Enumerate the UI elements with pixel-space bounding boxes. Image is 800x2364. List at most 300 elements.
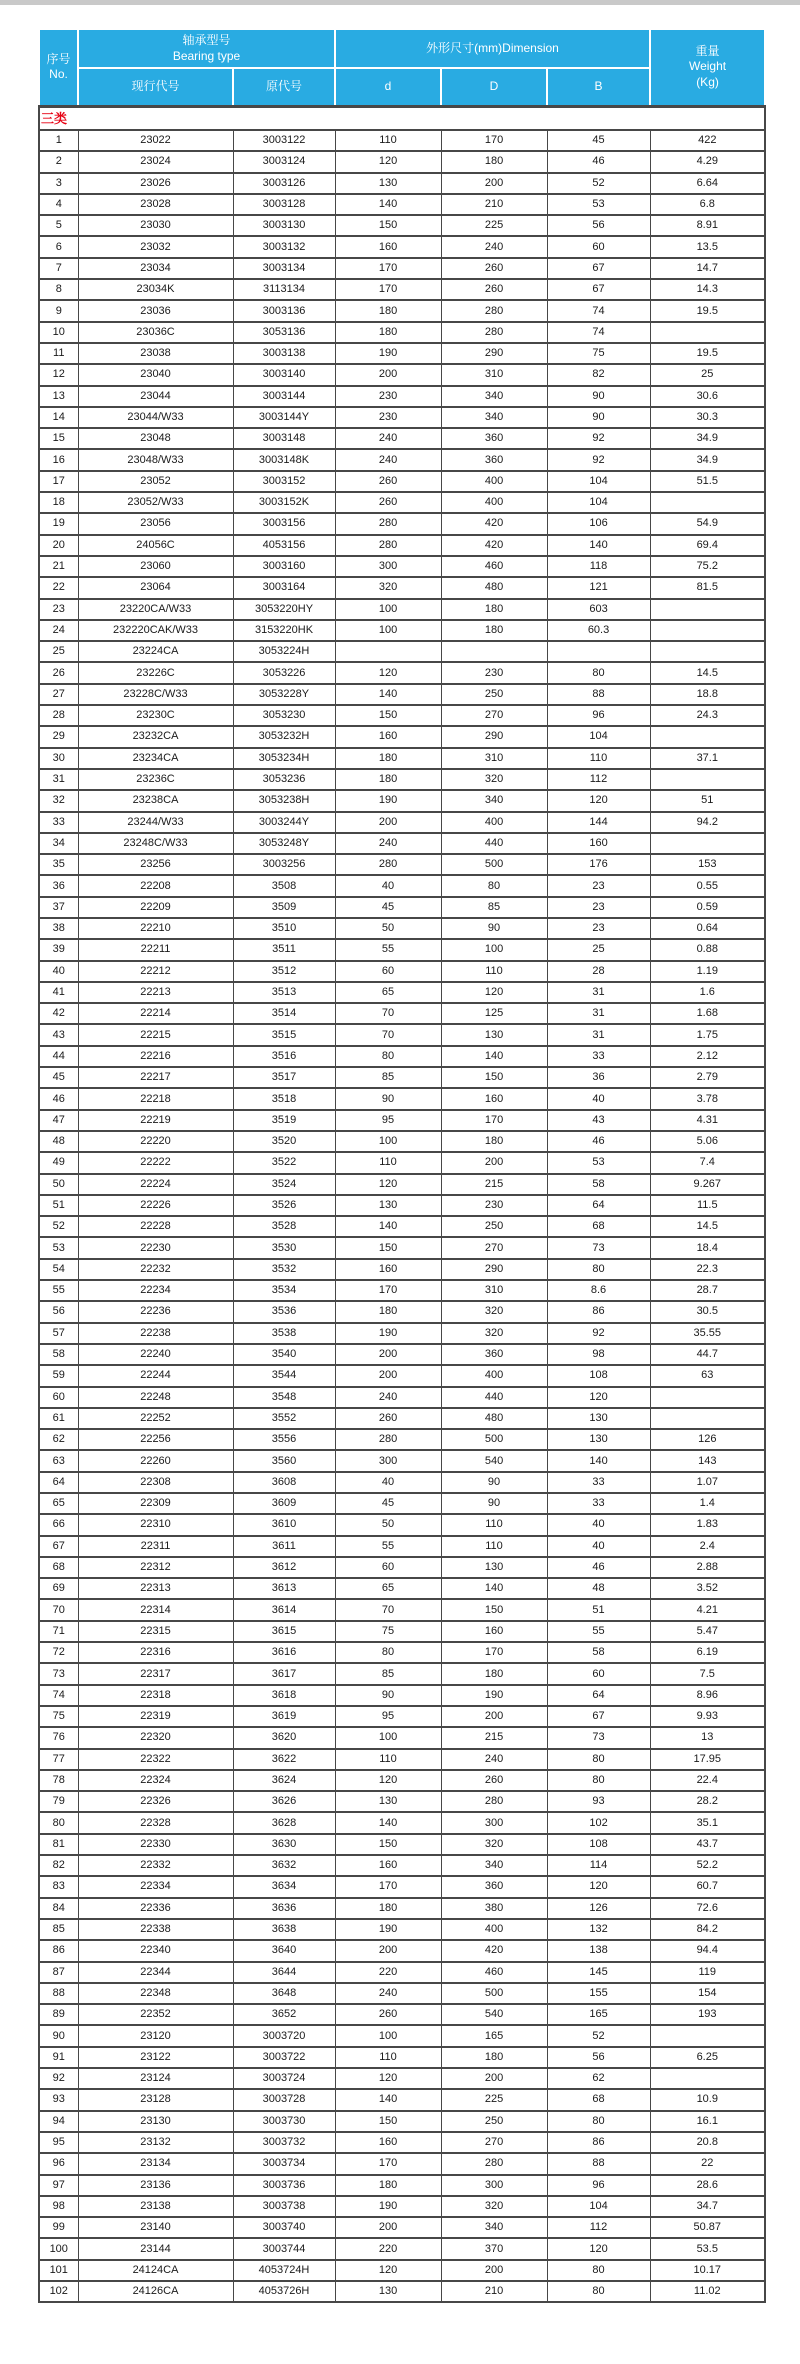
- cell-D: 120: [441, 982, 547, 1003]
- cell-weight: 9.267: [650, 1174, 765, 1195]
- cell-no: 22: [39, 577, 78, 598]
- cell-current-code: 23060: [78, 556, 233, 577]
- cell-D: 310: [441, 1280, 547, 1301]
- cell-current-code: 23144: [78, 2238, 233, 2259]
- cell-current-code: 23034K: [78, 279, 233, 300]
- cell-no: 82: [39, 1855, 78, 1876]
- cell-D: 200: [441, 1152, 547, 1173]
- page-top-strip: [0, 0, 800, 5]
- cell-weight: [650, 1387, 765, 1408]
- cell-weight: 52.2: [650, 1855, 765, 1876]
- table-row: [39, 1621, 765, 1642]
- cell-d: 130: [335, 2281, 441, 2302]
- cell-no: 2: [39, 151, 78, 172]
- table-row: [39, 386, 765, 407]
- table-row: [39, 790, 765, 811]
- cell-d: 220: [335, 1962, 441, 1983]
- cell-D: 460: [441, 1962, 547, 1983]
- cell-original-code: 3003744: [233, 2238, 335, 2259]
- cell-weight: 81.5: [650, 577, 765, 598]
- col-header-dimension-label: 外形尺寸(mm)Dimension: [426, 40, 559, 55]
- cell-original-code: 3552: [233, 1408, 335, 1429]
- table-row: [39, 1557, 765, 1578]
- cell-current-code: 23138: [78, 2196, 233, 2217]
- cell-original-code: 3053234H: [233, 748, 335, 769]
- cell-no: 91: [39, 2047, 78, 2068]
- cell-B: 68: [547, 1216, 650, 1237]
- cell-D: 400: [441, 1919, 547, 1940]
- cell-d: 100: [335, 1131, 441, 1152]
- cell-current-code: 22211: [78, 939, 233, 960]
- cell-original-code: 3003144: [233, 386, 335, 407]
- cell-no: 3: [39, 173, 78, 194]
- cell-original-code: 3003728: [233, 2089, 335, 2110]
- cell-d: 180: [335, 748, 441, 769]
- cell-D: 240: [441, 1749, 547, 1770]
- cell-current-code: 23052: [78, 471, 233, 492]
- cell-original-code: 3003136: [233, 300, 335, 321]
- cell-no: 98: [39, 2196, 78, 2217]
- cell-no: 88: [39, 1983, 78, 2004]
- cell-B: 120: [547, 1876, 650, 1897]
- cell-d: 85: [335, 1663, 441, 1684]
- cell-D: 270: [441, 2132, 547, 2153]
- cell-d: 200: [335, 1344, 441, 1365]
- cell-d: 190: [335, 1919, 441, 1940]
- cell-B: 98: [547, 1344, 650, 1365]
- cell-B: 144: [547, 812, 650, 833]
- cell-weight: 2.4: [650, 1536, 765, 1557]
- cell-B: 96: [547, 2175, 650, 2196]
- cell-weight: 14.5: [650, 1216, 765, 1237]
- cell-D: 90: [441, 1472, 547, 1493]
- cell-weight: 1.75: [650, 1024, 765, 1045]
- table-row: [39, 1280, 765, 1301]
- cell-B: 130: [547, 1429, 650, 1450]
- cell-no: 90: [39, 2025, 78, 2046]
- cell-original-code: 3538: [233, 1323, 335, 1344]
- table-row: [39, 343, 765, 364]
- table-row: [39, 1663, 765, 1684]
- cell-d: 280: [335, 1429, 441, 1450]
- cell-original-code: 3053230: [233, 705, 335, 726]
- cell-current-code: 22334: [78, 1876, 233, 1897]
- cell-B: 67: [547, 258, 650, 279]
- table-row: [39, 705, 765, 726]
- cell-current-code: 23036: [78, 300, 233, 321]
- cell-d: 55: [335, 1536, 441, 1557]
- cell-weight: 54.9: [650, 513, 765, 534]
- cell-B: 80: [547, 1749, 650, 1770]
- cell-weight: 18.4: [650, 1237, 765, 1258]
- table-row: [39, 130, 765, 151]
- cell-current-code: 24124CA: [78, 2260, 233, 2281]
- table-row: [39, 1685, 765, 1706]
- cell-B: 60: [547, 236, 650, 257]
- cell-d: 190: [335, 343, 441, 364]
- cell-current-code: 23230C: [78, 705, 233, 726]
- cell-D: 80: [441, 875, 547, 896]
- cell-current-code: 22217: [78, 1067, 233, 1088]
- cell-B: 31: [547, 1003, 650, 1024]
- cell-current-code: 23056: [78, 513, 233, 534]
- cell-no: 25: [39, 641, 78, 662]
- cell-D: 180: [441, 2047, 547, 2068]
- cell-B: 160: [547, 833, 650, 854]
- cell-no: 73: [39, 1663, 78, 1684]
- table-row: [39, 641, 765, 662]
- table-row: [39, 300, 765, 321]
- cell-D: 540: [441, 1450, 547, 1471]
- cell-D: 215: [441, 1727, 547, 1748]
- cell-current-code: 23220CA/W33: [78, 599, 233, 620]
- cell-current-code: 24126CA: [78, 2281, 233, 2302]
- cell-d: 120: [335, 662, 441, 683]
- bearing-table: [38, 28, 766, 2303]
- cell-no: 60: [39, 1387, 78, 1408]
- cell-original-code: 3534: [233, 1280, 335, 1301]
- cell-D: 290: [441, 726, 547, 747]
- cell-original-code: 3003164: [233, 577, 335, 598]
- cell-no: 80: [39, 1812, 78, 1833]
- cell-weight: [650, 322, 765, 343]
- cell-weight: 3.52: [650, 1578, 765, 1599]
- cell-d: 85: [335, 1067, 441, 1088]
- cell-original-code: 3053228Y: [233, 684, 335, 705]
- cell-B: 108: [547, 1834, 650, 1855]
- table-row: [39, 2217, 765, 2238]
- cell-current-code: 23140: [78, 2217, 233, 2238]
- cell-B: 112: [547, 769, 650, 790]
- cell-B: 8.6: [547, 1280, 650, 1301]
- cell-d: 50: [335, 918, 441, 939]
- cell-current-code: 23226C: [78, 662, 233, 683]
- cell-d: 300: [335, 556, 441, 577]
- cell-d: 95: [335, 1110, 441, 1131]
- table-row: [39, 1067, 765, 1088]
- cell-D: 170: [441, 1110, 547, 1131]
- cell-d: 170: [335, 258, 441, 279]
- cell-current-code: 22326: [78, 1791, 233, 1812]
- cell-original-code: 3003144Y: [233, 407, 335, 428]
- cell-D: 230: [441, 662, 547, 683]
- cell-D: 180: [441, 1131, 547, 1152]
- cell-d: 260: [335, 2004, 441, 2025]
- cell-weight: 75.2: [650, 556, 765, 577]
- cell-B: 104: [547, 492, 650, 513]
- table-row: [39, 2196, 765, 2217]
- cell-weight: [650, 769, 765, 790]
- cell-B: 46: [547, 151, 650, 172]
- cell-B: 176: [547, 854, 650, 875]
- cell-no: 50: [39, 1174, 78, 1195]
- cell-d: 170: [335, 279, 441, 300]
- cell-weight: 24.3: [650, 705, 765, 726]
- cell-weight: [650, 599, 765, 620]
- cell-B: 96: [547, 705, 650, 726]
- cell-d: 45: [335, 1493, 441, 1514]
- cell-d: 150: [335, 215, 441, 236]
- cell-d: 220: [335, 2238, 441, 2259]
- cell-current-code: 22248: [78, 1387, 233, 1408]
- table-row: [39, 1706, 765, 1727]
- cell-current-code: 22216: [78, 1046, 233, 1067]
- cell-D: 200: [441, 1706, 547, 1727]
- cell-original-code: 3612: [233, 1557, 335, 1578]
- cell-current-code: 22219: [78, 1110, 233, 1131]
- table-row: [39, 918, 765, 939]
- cell-d: 200: [335, 364, 441, 385]
- cell-D: 320: [441, 1323, 547, 1344]
- cell-original-code: 3610: [233, 1514, 335, 1535]
- cell-D: 250: [441, 684, 547, 705]
- cell-original-code: 3638: [233, 1919, 335, 1940]
- table-row: [39, 1237, 765, 1258]
- cell-D: 300: [441, 2175, 547, 2196]
- cell-weight: 44.7: [650, 1344, 765, 1365]
- cell-current-code: 23044/W33: [78, 407, 233, 428]
- cell-weight: 6.64: [650, 173, 765, 194]
- table-row: [39, 684, 765, 705]
- cell-weight: 94.4: [650, 1940, 765, 1961]
- cell-d: 110: [335, 130, 441, 151]
- table-row: [39, 2089, 765, 2110]
- table-row: [39, 364, 765, 385]
- cell-original-code: 3608: [233, 1472, 335, 1493]
- cell-B: 121: [547, 577, 650, 598]
- cell-original-code: 3003128: [233, 194, 335, 215]
- cell-original-code: 3003140: [233, 364, 335, 385]
- cell-weight: 7.5: [650, 1663, 765, 1684]
- cell-D: 180: [441, 151, 547, 172]
- cell-original-code: 3618: [233, 1685, 335, 1706]
- cell-current-code: 22228: [78, 1216, 233, 1237]
- cell-B: 55: [547, 1621, 650, 1642]
- cell-B: 64: [547, 1685, 650, 1706]
- table-row: [39, 897, 765, 918]
- cell-D: 90: [441, 1493, 547, 1514]
- cell-original-code: 3536: [233, 1301, 335, 1322]
- cell-weight: 1.07: [650, 1472, 765, 1493]
- cell-no: 33: [39, 812, 78, 833]
- cell-B: 80: [547, 662, 650, 683]
- table-row: [39, 1940, 765, 1961]
- cell-d: 140: [335, 1812, 441, 1833]
- cell-no: 66: [39, 1514, 78, 1535]
- cell-B: 108: [547, 1365, 650, 1386]
- cell-weight: 19.5: [650, 343, 765, 364]
- cell-D: 340: [441, 790, 547, 811]
- table-row: [39, 875, 765, 896]
- col-header-weight-en: Weight: [688, 59, 727, 74]
- cell-B: 145: [547, 1962, 650, 1983]
- cell-no: 54: [39, 1259, 78, 1280]
- cell-no: 18: [39, 492, 78, 513]
- table-row: [39, 833, 765, 854]
- cell-d: 45: [335, 897, 441, 918]
- cell-no: 85: [39, 1919, 78, 1940]
- cell-weight: [650, 2025, 765, 2046]
- table-row: [39, 854, 765, 875]
- cell-D: 360: [441, 1344, 547, 1365]
- cell-d: 230: [335, 386, 441, 407]
- cell-d: 180: [335, 769, 441, 790]
- cell-weight: 154: [650, 1983, 765, 2004]
- cell-weight: 143: [650, 1450, 765, 1471]
- cell-current-code: 22220: [78, 1131, 233, 1152]
- cell-d: 100: [335, 599, 441, 620]
- table-row: [39, 577, 765, 598]
- cell-d: 140: [335, 194, 441, 215]
- cell-d: 150: [335, 2111, 441, 2132]
- cell-D: 310: [441, 748, 547, 769]
- table-row: [39, 556, 765, 577]
- cell-current-code: 23224CA: [78, 641, 233, 662]
- cell-current-code: 23034: [78, 258, 233, 279]
- cell-D: 160: [441, 1088, 547, 1109]
- cell-B: 58: [547, 1174, 650, 1195]
- cell-current-code: 23136: [78, 2175, 233, 2196]
- cell-original-code: 3648: [233, 1983, 335, 2004]
- table-row: [39, 236, 765, 257]
- cell-original-code: 3630: [233, 1834, 335, 1855]
- col-header-d: d: [335, 68, 441, 106]
- cell-original-code: 3526: [233, 1195, 335, 1216]
- cell-d: 150: [335, 1834, 441, 1855]
- table-row: [39, 1599, 765, 1620]
- cell-B: 40: [547, 1514, 650, 1535]
- table-row: [39, 1259, 765, 1280]
- cell-current-code: 22338: [78, 1919, 233, 1940]
- table-row: [39, 1429, 765, 1450]
- cell-D: 360: [441, 428, 547, 449]
- cell-weight: 51.5: [650, 471, 765, 492]
- cell-D: 440: [441, 1387, 547, 1408]
- cell-D: 280: [441, 1791, 547, 1812]
- cell-weight: 22: [650, 2153, 765, 2174]
- cell-weight: 193: [650, 2004, 765, 2025]
- cell-B: 67: [547, 1706, 650, 1727]
- cell-no: 58: [39, 1344, 78, 1365]
- cell-B: 43: [547, 1110, 650, 1131]
- cell-weight: 53.5: [650, 2238, 765, 2259]
- cell-d: 150: [335, 705, 441, 726]
- cell-B: 603: [547, 599, 650, 620]
- cell-no: 28: [39, 705, 78, 726]
- cell-no: 14: [39, 407, 78, 428]
- cell-D: 500: [441, 1429, 547, 1450]
- cell-no: 94: [39, 2111, 78, 2132]
- cell-current-code: 22310: [78, 1514, 233, 1535]
- cell-no: 34: [39, 833, 78, 854]
- cell-d: 240: [335, 833, 441, 854]
- cell-original-code: 3003256: [233, 854, 335, 875]
- cell-original-code: 3556: [233, 1429, 335, 1450]
- cell-current-code: 22230: [78, 1237, 233, 1258]
- cell-current-code: 23024: [78, 151, 233, 172]
- cell-d: 120: [335, 2068, 441, 2089]
- cell-d: 180: [335, 300, 441, 321]
- cell-weight: 1.83: [650, 1514, 765, 1535]
- cell-D: 140: [441, 1578, 547, 1599]
- cell-no: 45: [39, 1067, 78, 1088]
- cell-current-code: 22209: [78, 897, 233, 918]
- cell-weight: 30.6: [650, 386, 765, 407]
- cell-current-code: 23026: [78, 173, 233, 194]
- cell-D: 250: [441, 2111, 547, 2132]
- cell-weight: [650, 2068, 765, 2089]
- cell-d: 180: [335, 1301, 441, 1322]
- cell-B: 140: [547, 535, 650, 556]
- cell-original-code: 3053236: [233, 769, 335, 790]
- cell-weight: 1.6: [650, 982, 765, 1003]
- cell-B: 56: [547, 215, 650, 236]
- cell-D: 290: [441, 343, 547, 364]
- cell-weight: 7.4: [650, 1152, 765, 1173]
- table-row: [39, 322, 765, 343]
- cell-d: [335, 641, 441, 662]
- cell-d: 60: [335, 961, 441, 982]
- table-row: [39, 982, 765, 1003]
- cell-original-code: 3053238H: [233, 790, 335, 811]
- col-header-weight-cn: 重量: [695, 43, 720, 58]
- table-row: [39, 1791, 765, 1812]
- cell-D: 480: [441, 1408, 547, 1429]
- cell-original-code: 3053248Y: [233, 833, 335, 854]
- cell-B: 67: [547, 279, 650, 300]
- cell-B: 155: [547, 1983, 650, 2004]
- cell-B: 112: [547, 2217, 650, 2238]
- cell-no: 12: [39, 364, 78, 385]
- col-header-B: B: [547, 68, 650, 106]
- cell-original-code: 3519: [233, 1110, 335, 1131]
- cell-d: 130: [335, 173, 441, 194]
- cell-weight: 153: [650, 854, 765, 875]
- cell-no: 99: [39, 2217, 78, 2238]
- table-row: [39, 1770, 765, 1791]
- cell-D: 100: [441, 939, 547, 960]
- cell-current-code: 22319: [78, 1706, 233, 1727]
- cell-D: 340: [441, 1855, 547, 1876]
- cell-no: 36: [39, 875, 78, 896]
- cell-B: 80: [547, 1259, 650, 1280]
- cell-original-code: 3544: [233, 1365, 335, 1386]
- cell-B: 118: [547, 556, 650, 577]
- cell-d: 70: [335, 1599, 441, 1620]
- cell-current-code: 23122: [78, 2047, 233, 2068]
- cell-B: 104: [547, 726, 650, 747]
- cell-B: 92: [547, 428, 650, 449]
- cell-no: 1: [39, 130, 78, 151]
- cell-current-code: 22315: [78, 1621, 233, 1642]
- cell-weight: 10.17: [650, 2260, 765, 2281]
- cell-no: 23: [39, 599, 78, 620]
- cell-no: 69: [39, 1578, 78, 1599]
- cell-D: 225: [441, 2089, 547, 2110]
- table-row: [39, 1216, 765, 1237]
- cell-B: 68: [547, 2089, 650, 2110]
- cell-no: 86: [39, 1940, 78, 1961]
- cell-no: 26: [39, 662, 78, 683]
- table-row: [39, 428, 765, 449]
- cell-weight: 422: [650, 130, 765, 151]
- table-row: [39, 1749, 765, 1770]
- cell-D: 310: [441, 364, 547, 385]
- cell-original-code: 4053724H: [233, 2260, 335, 2281]
- cell-B: 80: [547, 2111, 650, 2132]
- cell-weight: 34.9: [650, 449, 765, 470]
- cell-D: 180: [441, 599, 547, 620]
